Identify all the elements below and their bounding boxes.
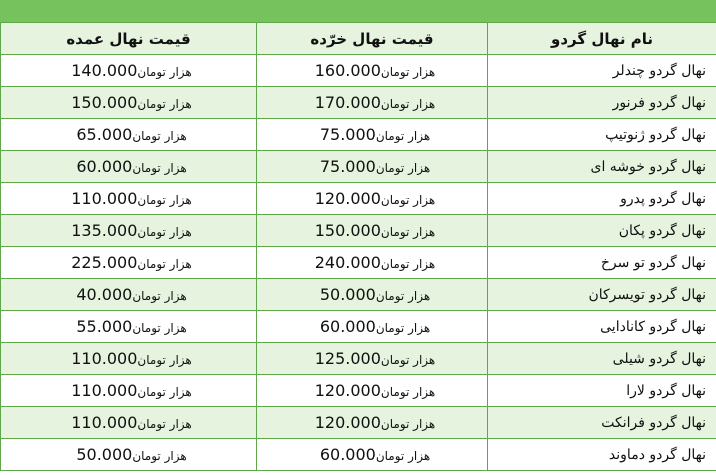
retail-price-value: 120.000: [314, 381, 381, 400]
wholesale-price-value: 40.000: [76, 285, 133, 304]
sapling-name-cell: نهال گردو فرانکت: [488, 407, 716, 439]
sapling-name-cell: نهال گردو شیلی: [488, 343, 716, 375]
currency-unit: هزار تومان: [375, 161, 431, 175]
table-row: [1, 279, 716, 311]
currency-unit: هزار تومان: [380, 65, 436, 79]
retail-price-value: 160.000: [314, 61, 381, 80]
wholesale-price-value: 60.000: [76, 157, 133, 176]
table-row: [1, 87, 716, 119]
sapling-name-cell: نهال گردو فرنور: [488, 87, 716, 119]
retail-price-value: 75.000: [319, 157, 376, 176]
sapling-name-cell: نهال گردو کانادایی: [488, 311, 716, 343]
sapling-name-cell: نهال گردو پدرو: [488, 183, 716, 215]
currency-unit: هزار تومان: [132, 161, 187, 175]
currency-unit: هزار تومان: [132, 449, 187, 463]
header-wholesale-price: قیمت نهال عمده: [1, 23, 257, 55]
table-row: [1, 183, 716, 215]
retail-price-cell: [257, 119, 488, 151]
wholesale-price-cell: [1, 215, 257, 247]
wholesale-price-cell: [1, 439, 257, 471]
currency-unit: هزار تومان: [380, 353, 436, 367]
wholesale-price-cell: [1, 375, 257, 407]
retail-price-cell: [257, 183, 488, 215]
table-body: [1, 55, 716, 471]
currency-unit: هزار تومان: [380, 193, 436, 207]
header-retail-price: قیمت نهال خرّده: [257, 23, 488, 55]
wholesale-price-cell: [1, 343, 257, 375]
currency-unit: هزار تومان: [380, 225, 436, 239]
table-header-row: [1, 23, 716, 55]
currency-unit: هزار تومان: [380, 97, 436, 111]
currency-unit: هزار تومان: [137, 417, 192, 431]
sapling-name-cell: نهال گردو لارا: [488, 375, 716, 407]
wholesale-price-value: 135.000: [71, 221, 138, 240]
table-row: [1, 119, 716, 151]
sapling-name-cell: نهال گردو پکان: [488, 215, 716, 247]
table-row: [1, 151, 716, 183]
currency-unit: هزار تومان: [375, 129, 431, 143]
wholesale-price-value: 140.000: [71, 61, 138, 80]
header-sapling-name: نام نهال گردو: [488, 23, 716, 55]
table-row: [1, 311, 716, 343]
wholesale-price-cell: [1, 407, 257, 439]
wholesale-price-value: 225.000: [71, 253, 138, 272]
currency-unit: هزار تومان: [137, 225, 192, 239]
retail-price-value: 120.000: [314, 413, 381, 432]
retail-price-value: 120.000: [314, 189, 381, 208]
top-green-strip: [0, 0, 716, 22]
wholesale-price-value: 110.000: [71, 189, 138, 208]
wholesale-price-value: 110.000: [71, 349, 138, 368]
table-row: [1, 343, 716, 375]
retail-price-cell: [257, 343, 488, 375]
table-row: [1, 215, 716, 247]
retail-price-cell: [257, 247, 488, 279]
retail-price-value: 60.000: [319, 317, 376, 336]
walnut-sapling-price-table: [0, 22, 716, 471]
wholesale-price-value: 110.000: [71, 381, 138, 400]
currency-unit: هزار تومان: [137, 97, 192, 111]
retail-price-value: 50.000: [319, 285, 376, 304]
currency-unit: هزار تومان: [132, 129, 187, 143]
wholesale-price-cell: [1, 279, 257, 311]
table-row: [1, 247, 716, 279]
currency-unit: هزار تومان: [375, 449, 431, 463]
retail-price-cell: [257, 375, 488, 407]
wholesale-price-cell: [1, 119, 257, 151]
wholesale-price-cell: [1, 87, 257, 119]
currency-unit: هزار تومان: [137, 193, 192, 207]
table-row: [1, 55, 716, 87]
sapling-name-cell: نهال گردو خوشه ای: [488, 151, 716, 183]
currency-unit: هزار تومان: [132, 289, 187, 303]
wholesale-price-value: 110.000: [71, 413, 138, 432]
currency-unit: هزار تومان: [380, 417, 436, 431]
sapling-name-cell: نهال گردو چندلر: [488, 55, 716, 87]
currency-unit: هزار تومان: [375, 321, 431, 335]
wholesale-price-value: 150.000: [71, 93, 138, 112]
retail-price-cell: [257, 439, 488, 471]
table-row: [1, 407, 716, 439]
retail-price-cell: [257, 87, 488, 119]
table-row: [1, 375, 716, 407]
retail-price-value: 170.000: [314, 93, 381, 112]
retail-price-cell: [257, 279, 488, 311]
currency-unit: هزار تومان: [137, 257, 192, 271]
wholesale-price-cell: [1, 151, 257, 183]
wholesale-price-value: 65.000: [76, 125, 133, 144]
retail-price-cell: [257, 311, 488, 343]
retail-price-value: 60.000: [319, 445, 376, 464]
wholesale-price-cell: [1, 311, 257, 343]
currency-unit: هزار تومان: [137, 353, 192, 367]
currency-unit: هزار تومان: [137, 65, 192, 79]
wholesale-price-cell: [1, 247, 257, 279]
table-row: [1, 439, 716, 471]
retail-price-value: 240.000: [314, 253, 381, 272]
currency-unit: هزار تومان: [375, 289, 431, 303]
wholesale-price-value: 55.000: [76, 317, 133, 336]
retail-price-value: 125.000: [314, 349, 381, 368]
currency-unit: هزار تومان: [137, 385, 192, 399]
wholesale-price-cell: [1, 55, 257, 87]
sapling-name-cell: نهال گردو تو سرخ: [488, 247, 716, 279]
retail-price-value: 75.000: [319, 125, 376, 144]
retail-price-value: 150.000: [314, 221, 381, 240]
sapling-name-cell: نهال گردو دماوند: [488, 439, 716, 471]
retail-price-cell: [257, 407, 488, 439]
currency-unit: هزار تومان: [380, 257, 436, 271]
sapling-name-cell: نهال گردو تویسرکان: [488, 279, 716, 311]
currency-unit: هزار تومان: [380, 385, 436, 399]
wholesale-price-value: 50.000: [76, 445, 133, 464]
sapling-name-cell: نهال گردو ژنوتیپ: [488, 119, 716, 151]
currency-unit: هزار تومان: [132, 321, 187, 335]
retail-price-cell: [257, 55, 488, 87]
retail-price-cell: [257, 215, 488, 247]
retail-price-cell: [257, 151, 488, 183]
wholesale-price-cell: [1, 183, 257, 215]
